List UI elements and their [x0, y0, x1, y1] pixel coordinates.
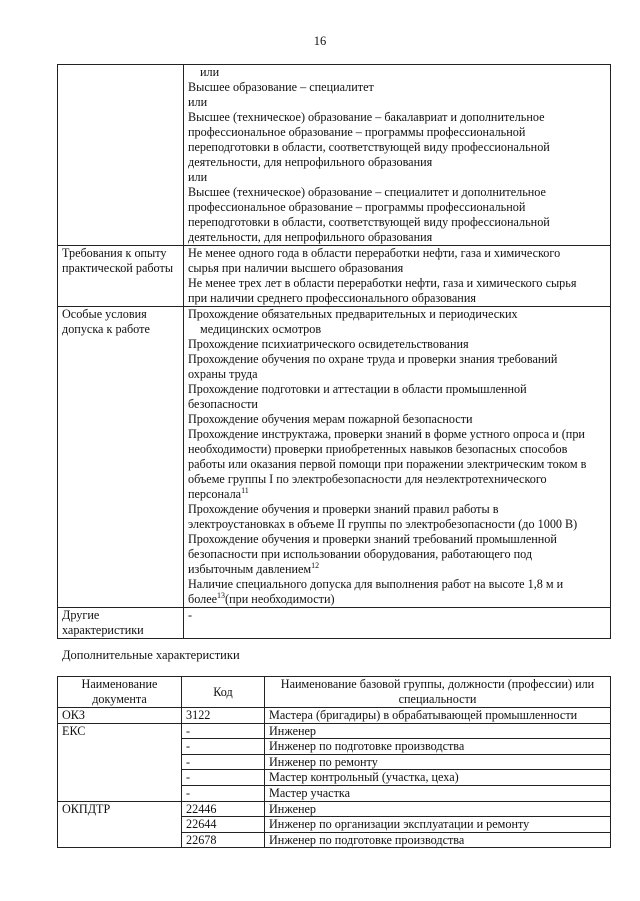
education-line: переподготовки в области, соответствующей виду профессиональной	[188, 140, 550, 154]
education-line: профессиональное образование – программы профессиональной	[188, 125, 526, 139]
experience-line: при наличии среднего профессионального образования	[188, 291, 476, 305]
admission-text: персонала	[188, 487, 242, 501]
education-line: переподготовки в области, соответствующей виду профессиональной	[188, 215, 550, 229]
admission-line	[188, 562, 606, 577]
education-line: или	[188, 95, 208, 109]
other-value: -	[184, 608, 611, 639]
admission-line: работы или оказания первой помощи при поражении электрическим током в	[188, 457, 587, 471]
header-code: Код	[182, 677, 265, 708]
name-cell: Мастер участка	[265, 785, 611, 801]
experience-label: Требования к опыту практической работы	[58, 246, 184, 307]
admission-line: Наличие специального допуска для выполнения работ на высоте 1,8 м и	[188, 577, 564, 591]
table-row	[58, 739, 611, 755]
name-cell: Инженер по подготовке производства	[265, 832, 611, 848]
name-cell: Мастер контрольный (участка, цеха)	[265, 770, 611, 786]
admission-line: Прохождение психиатрического освидетельствования	[188, 337, 469, 351]
doc-cell	[58, 770, 182, 786]
other-label: Другие характеристики	[58, 608, 184, 639]
admission-line: Прохождение обучения мерам пожарной безопасности	[188, 412, 473, 426]
experience-value-cell	[184, 246, 611, 307]
code-cell: -	[182, 785, 265, 801]
section-title: Дополнительные характеристики	[62, 648, 240, 662]
code-cell: 22678	[182, 832, 265, 848]
table-row	[58, 754, 611, 770]
admission-line: безопасности при использовании оборудования, работающего под	[188, 547, 533, 561]
education-value-cell	[184, 65, 611, 246]
admission-text: более	[188, 592, 218, 606]
admission-line: Прохождение обучения и проверки знаний требований промышленной	[188, 532, 557, 546]
page-number: 16	[313, 34, 327, 48]
header-name: Наименование базовой группы, должности (профессии) или специальности	[265, 677, 611, 708]
education-line: профессиональное образование – программы профессиональной	[188, 200, 526, 214]
admission-value-cell	[184, 307, 611, 608]
code-cell: 22446	[182, 801, 265, 817]
admission-line: Прохождение обязательных предварительных и периодических	[188, 307, 518, 321]
code-cell: -	[182, 723, 265, 739]
admission-line	[188, 487, 606, 502]
admission-line: медицинских осмотров	[200, 322, 322, 336]
name-cell: Инженер по подготовке производства	[265, 739, 611, 755]
requirements-table	[57, 64, 611, 639]
education-line: Высшее (техническое) образование – специалитет и дополнительное	[188, 185, 546, 199]
code-cell: 3122	[182, 708, 265, 724]
doc-cell	[58, 754, 182, 770]
admission-line: безопасности	[188, 397, 258, 411]
admission-text: избыточным давлением	[188, 562, 312, 576]
admission-line: Прохождение инструктажа, проверки знаний в форме устного опроса и (при	[188, 427, 585, 441]
doc-cell: ЕКС	[58, 723, 182, 739]
admission-line: Прохождение подготовки и аттестации в области промышленной	[188, 382, 527, 396]
admission-line: Прохождение обучения по охране труда и проверки знания требований	[188, 352, 558, 366]
table-row	[58, 723, 611, 739]
table-row	[58, 770, 611, 786]
education-line: или	[200, 65, 220, 79]
name-cell: Инженер	[265, 723, 611, 739]
admission-line: охраны труда	[188, 367, 258, 381]
name-cell: Инженер по ремонту	[265, 754, 611, 770]
admission-line	[188, 592, 606, 607]
table-row	[58, 785, 611, 801]
table-row	[58, 801, 611, 817]
code-cell: -	[182, 770, 265, 786]
name-cell: Инженер	[265, 801, 611, 817]
education-line: или	[188, 170, 208, 184]
experience-line: сырья при наличии высшего образования	[188, 261, 404, 275]
header-document: Наименование документа	[58, 677, 182, 708]
table-row	[58, 817, 611, 833]
other-row	[58, 608, 611, 639]
doc-cell	[58, 832, 182, 848]
experience-line: Не менее трех лет в области переработки нефти, газа и химического сырья	[188, 276, 577, 290]
experience-row	[58, 246, 611, 307]
education-line: Высшее образование – специалитет	[188, 80, 374, 94]
footnote-ref: 12	[311, 560, 320, 570]
admission-line: электроустановках в объеме II группы по электробезопасности (до 1000 В)	[188, 517, 578, 531]
experience-line: Не менее одного года в области переработки нефти, газа и химического	[188, 246, 561, 260]
admission-line: Прохождение обучения и проверки знаний правил работы в	[188, 502, 499, 516]
header-row	[58, 677, 611, 708]
footnote-ref: 13	[217, 590, 226, 600]
education-line: деятельности, для непрофильного образования	[188, 230, 433, 244]
admission-line: необходимости) проверки приобретенных навыков безопасных способов	[188, 442, 568, 456]
code-cell: 22644	[182, 817, 265, 833]
name-cell: Мастера (бригадиры) в обрабатывающей промышленности	[265, 708, 611, 724]
admission-label: Особые условия допуска к работе	[58, 307, 184, 608]
admission-text: (при необходимости)	[225, 592, 335, 606]
footnote-ref: 11	[241, 485, 249, 495]
code-cell: -	[182, 739, 265, 755]
name-cell: Инженер по организации эксплуатации и ремонту	[265, 817, 611, 833]
education-line: деятельности, для непрофильного образования	[188, 155, 433, 169]
doc-cell: ОКПДТР	[58, 801, 182, 817]
doc-cell	[58, 817, 182, 833]
doc-cell: ОКЗ	[58, 708, 182, 724]
education-row	[58, 65, 611, 246]
code-cell: -	[182, 754, 265, 770]
doc-cell	[58, 739, 182, 755]
admission-row	[58, 307, 611, 608]
admission-line: объеме группы I по электробезопасности для неэлектротехнического	[188, 472, 547, 486]
education-line: Высшее (техническое) образование – бакалавриат и дополнительное	[188, 110, 545, 124]
table-row	[58, 708, 611, 724]
table-row	[58, 832, 611, 848]
education-label-cell	[58, 65, 184, 246]
doc-cell	[58, 785, 182, 801]
additional-characteristics-table	[57, 676, 611, 848]
